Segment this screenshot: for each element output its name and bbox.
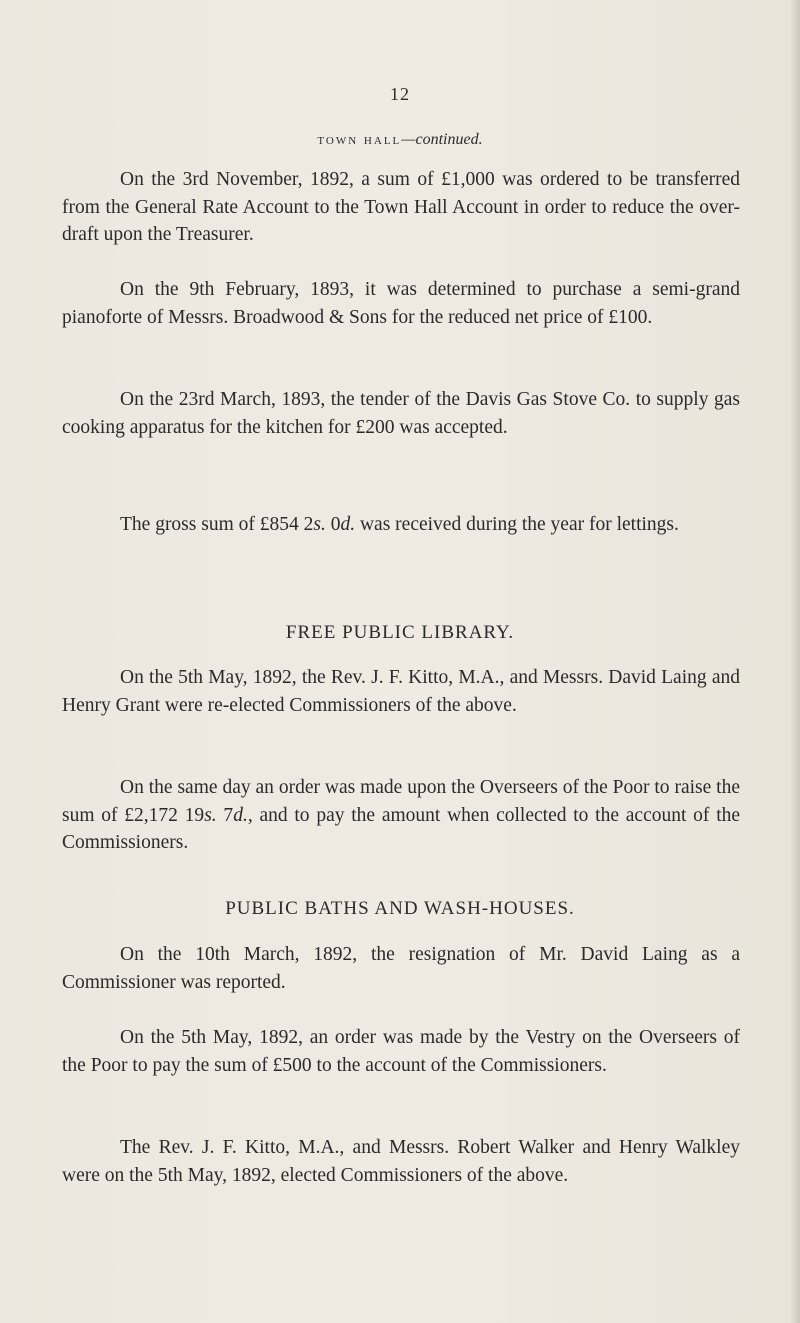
paragraph-library-2: [62, 774, 740, 857]
gross-sum-pence-unit: d.: [340, 514, 356, 535]
running-head-continued: —continued.: [401, 131, 483, 148]
paragraph-town-hall-3: On the 23rd March, 1893, the tender of the Davis Gas Stove Co. to supply gas cooking apparatus for the kitchen for £200 was accepted.: [62, 389, 740, 438]
paragraph-library-1: On the 5th May, 1892, the Rev. J. F. Kitto, M.A., and Messrs. David Laing and Henry Grant were re-elected Commissioners of the above.: [62, 667, 740, 716]
gross-sum-suffix: was received during the year for lettings.: [355, 514, 679, 535]
library-p2-pence: 7: [216, 804, 234, 826]
page-number: 12: [390, 84, 410, 104]
library-p2-shillings-unit: s.: [204, 804, 217, 826]
running-head-section: town hall: [317, 132, 402, 148]
page-edge-shadow: [790, 0, 800, 1323]
paragraph-gross-sum: [62, 511, 740, 539]
paragraph-baths-1: On the 10th March, 1892, the resignation of Mr. David Laing as a Commissioner was reported.: [62, 944, 740, 993]
running-head: [0, 131, 800, 149]
library-p2-suffix: and to pay the amount when collected to the account of the Commissioners.: [62, 804, 741, 853]
paragraph-baths-2: On the 5th May, 1892, an order was made by the Vestry on the Overseers of the Poor to pay the sum of £500 to the account of the Commissioners.: [62, 1027, 740, 1076]
heading-public-baths: PUBLIC BATHS AND WASH-HOUSES.: [225, 898, 575, 919]
library-p2-pence-unit: d.,: [233, 804, 253, 826]
gross-sum-pence: 0: [325, 514, 341, 535]
library-p2-prefix: On the same day an order was made upon the Overseers of the Poor to raise the sum of £2,172 19: [62, 777, 740, 826]
paragraph-town-hall-1: On the 3rd November, 1892, a sum of £1,000 was ordered to be transferred from the General Rate Account to the Town Hall Account in order to reduce the over-draft upon the Treasurer.: [62, 169, 740, 245]
gross-sum-prefix: The gross sum of £854 2: [120, 514, 314, 535]
paragraph-baths-3: The Rev. J. F. Kitto, M.A., and Messrs. Robert Walker and Henry Walkley were on the 5th May, 1892, elected Commissioners of the above.: [62, 1137, 740, 1186]
heading-free-public-library: FREE PUBLIC LIBRARY.: [285, 622, 515, 643]
paragraph-town-hall-2: On the 9th February, 1893, it was determined to purchase a semi-grand pianoforte of Messrs. Broadwood & Sons for the reduced net price of £100.: [62, 279, 740, 328]
gross-sum-shillings-unit: s.: [313, 514, 326, 535]
